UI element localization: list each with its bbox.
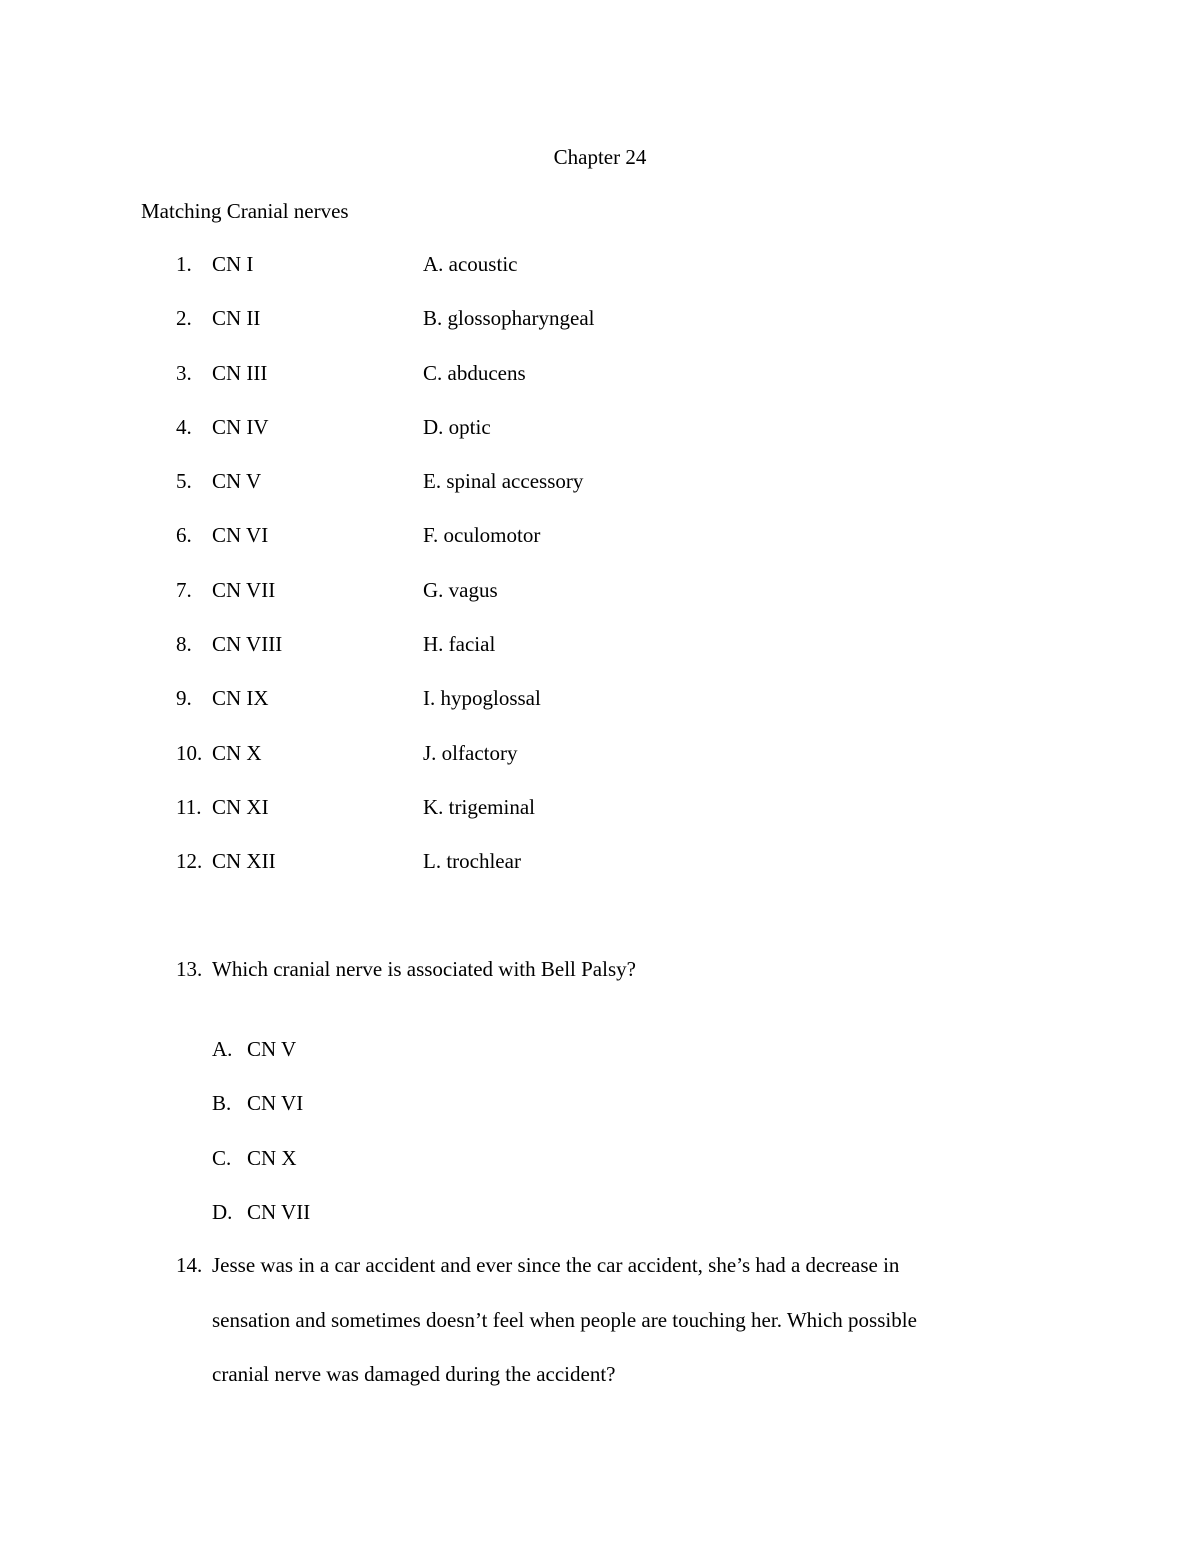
item-number: 2.	[176, 306, 192, 331]
question-number: 14.	[176, 1253, 203, 1277]
answer-option: I. hypoglossal	[423, 686, 541, 711]
item-number: 3.	[176, 360, 192, 385]
item-number: 1.	[176, 252, 192, 276]
section-heading: Matching Cranial nerves	[141, 199, 349, 223]
option-letter: A.	[212, 1037, 233, 1061]
answer-option: G. vagus	[423, 577, 498, 602]
answer-option: L. trochlear	[423, 849, 521, 874]
option-letter: D.	[212, 1199, 233, 1224]
item-number: 4.	[176, 414, 192, 439]
answer-option: E. spinal accessory	[423, 469, 584, 494]
matching-row	[0, 305, 1200, 359]
answer-option: A. acoustic	[423, 252, 518, 276]
answer-option: B. glossopharyngeal	[423, 306, 595, 331]
question-number: 13.	[176, 957, 203, 981]
answer-option: D. optic	[423, 414, 491, 439]
option-row	[0, 1090, 1200, 1144]
nerve-label: CN VI	[212, 523, 269, 548]
matching-row	[0, 794, 1200, 848]
matching-list	[0, 251, 1200, 903]
item-number: 9.	[176, 686, 192, 711]
option-letter: B.	[212, 1091, 232, 1116]
nerve-label: CN VII	[212, 577, 276, 602]
matching-row	[0, 577, 1200, 631]
matching-row	[0, 251, 1200, 305]
nerve-label: CN IV	[212, 414, 269, 439]
option-value: CN VII	[247, 1199, 311, 1224]
matching-row	[0, 360, 1200, 414]
nerve-label: CN III	[212, 360, 268, 385]
chapter-title: Chapter 24	[553, 145, 647, 169]
option-row	[0, 1036, 1200, 1090]
nerve-label: CN I	[212, 252, 254, 276]
option-value: CN X	[247, 1145, 297, 1170]
nerve-label: CN X	[212, 740, 262, 765]
item-number: 11.	[176, 794, 202, 819]
option-row	[0, 1199, 1200, 1253]
answer-option: F. oculomotor	[423, 523, 541, 548]
matching-row	[0, 468, 1200, 522]
nerve-label: CN VIII	[212, 632, 283, 657]
question-13-options	[0, 1036, 1200, 1253]
nerve-label: CN XI	[212, 794, 269, 819]
question-text-line: Jesse was in a car accident and ever since the car accident, she’s had a decrease in	[212, 1253, 900, 1277]
option-row	[0, 1145, 1200, 1199]
nerve-label: CN II	[212, 306, 261, 331]
option-value: CN V	[247, 1037, 297, 1061]
nerve-label: CN XII	[212, 849, 276, 874]
item-number: 5.	[176, 469, 192, 494]
option-value: CN VI	[247, 1091, 304, 1116]
matching-row	[0, 685, 1200, 739]
matching-row	[0, 631, 1200, 685]
matching-row	[0, 848, 1200, 902]
answer-option: J. olfactory	[423, 740, 518, 765]
nerve-label: CN V	[212, 469, 262, 494]
question-text-line: sensation and sometimes doesn’t feel when people are touching her. Which possible	[212, 1308, 917, 1332]
nerve-label: CN IX	[212, 686, 269, 711]
option-letter: C.	[212, 1145, 232, 1170]
question-text-line: cranial nerve was damaged during the accident?	[212, 1362, 616, 1386]
question-text: Which cranial nerve is associated with Bell Palsy?	[212, 957, 636, 981]
item-number: 10.	[176, 740, 203, 765]
item-number: 8.	[176, 632, 192, 657]
matching-row	[0, 522, 1200, 576]
item-number: 7.	[176, 577, 192, 602]
answer-option: C. abducens	[423, 360, 526, 385]
matching-row	[0, 414, 1200, 468]
item-number: 6.	[176, 523, 192, 548]
answer-option: H. facial	[423, 632, 496, 657]
matching-row	[0, 740, 1200, 794]
answer-option: K. trigeminal	[423, 794, 535, 819]
item-number: 12.	[176, 849, 203, 874]
